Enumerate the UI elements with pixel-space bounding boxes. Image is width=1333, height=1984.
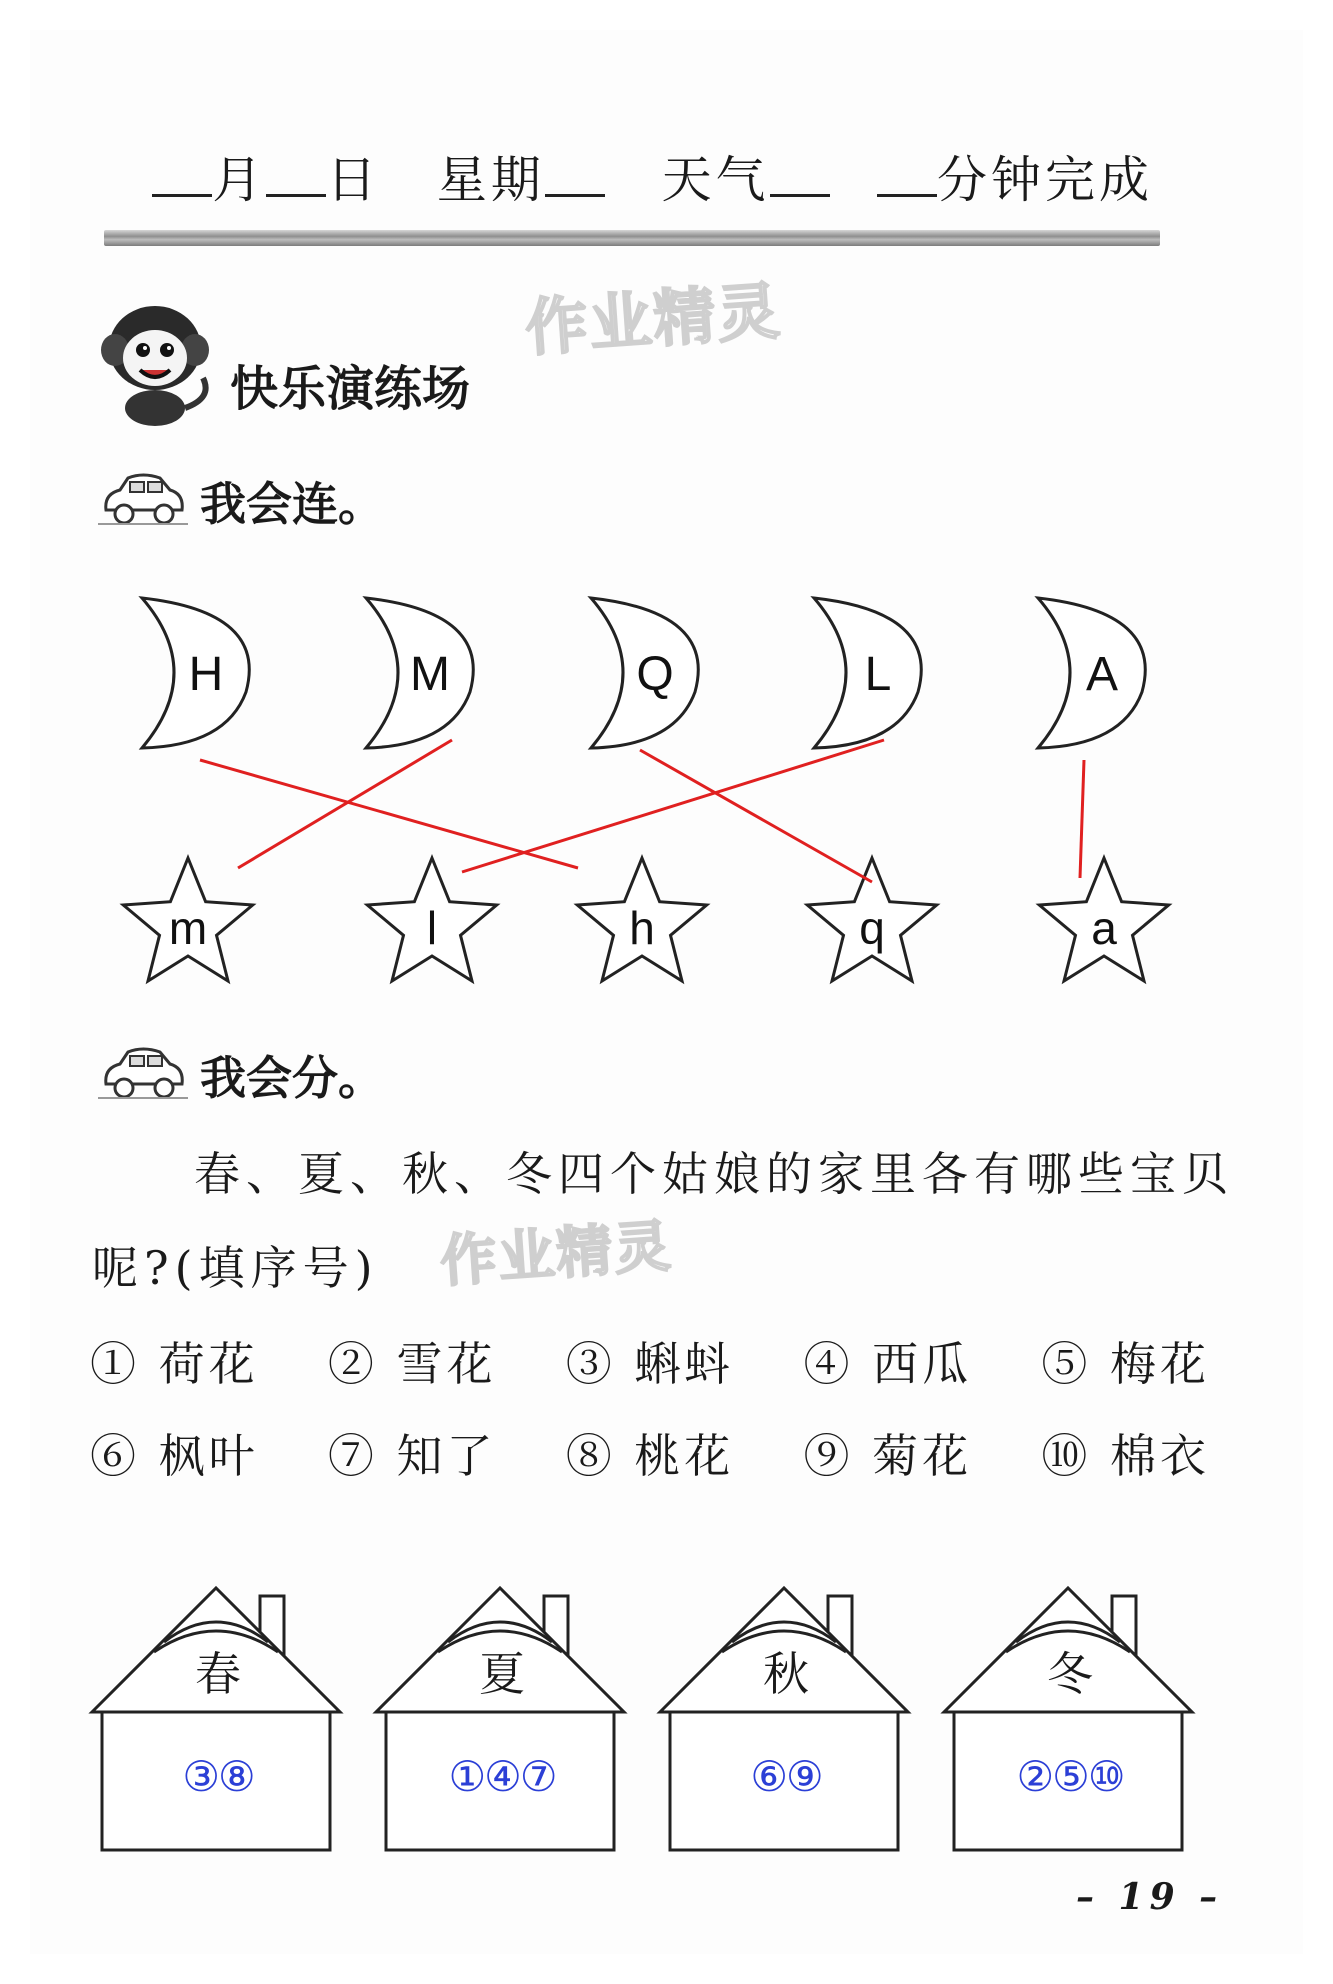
- question-1-title: 我会连。: [200, 477, 384, 531]
- moon-letter: H: [188, 648, 224, 701]
- watermark-middle: 作业精灵: [438, 1213, 675, 1296]
- item: ② 雪花: [327, 1337, 497, 1391]
- house-label-summer: 夏: [479, 1647, 525, 1701]
- star-letter: q: [859, 902, 885, 954]
- weekday-label: 星期: [436, 151, 545, 209]
- house-label-autumn: 秋: [763, 1647, 809, 1701]
- item: ⑨ 菊花: [803, 1429, 973, 1483]
- item: ⑧ 桃花: [565, 1429, 735, 1483]
- item: ⑥ 枫叶: [90, 1429, 259, 1483]
- house-answer-autumn: ⑥⑨: [750, 1752, 822, 1801]
- house-label-winter: 冬: [1047, 1647, 1093, 1701]
- star-letter: m: [168, 902, 208, 954]
- watermark-top: 作业精灵: [523, 274, 784, 365]
- day-label: 日: [326, 151, 381, 209]
- minutes-label: 分钟完成: [937, 151, 1154, 209]
- page-number: – 19 –: [1076, 1876, 1224, 1918]
- house-answer-spring: ③⑧: [182, 1752, 254, 1801]
- moon-letter: Q: [636, 648, 674, 701]
- item: ⑩ 棉衣: [1041, 1429, 1210, 1483]
- star-letter: l: [426, 902, 438, 954]
- star-letter: a: [1091, 902, 1117, 954]
- question-2-prompt-line2: 呢?(填序号): [92, 1241, 379, 1295]
- moon-letter: M: [410, 648, 450, 701]
- item: ① 荷花: [90, 1337, 259, 1391]
- question-2-title: 我会分。: [200, 1051, 384, 1105]
- question-2-prompt-line1: 春、夏、秋、冬四个姑娘的家里各有哪些宝贝: [194, 1147, 1234, 1201]
- item: ③ 蝌蚪: [565, 1337, 735, 1391]
- month-label: 月: [212, 151, 267, 209]
- house-answer-summer: ①④⑦: [448, 1752, 556, 1801]
- section-title: 快乐演练场: [230, 361, 471, 417]
- moon-letter: A: [1085, 648, 1119, 701]
- house-label-spring: 春: [195, 1647, 241, 1701]
- star-letter: h: [629, 902, 655, 954]
- house-answer-winter: ②⑤⑩: [1016, 1752, 1124, 1801]
- moon-letter: L: [864, 648, 892, 701]
- weather-label: 天气: [661, 151, 770, 209]
- item: ⑤ 梅花: [1041, 1337, 1210, 1391]
- item: ④ 西瓜: [803, 1337, 973, 1391]
- item: ⑦ 知了: [327, 1429, 497, 1483]
